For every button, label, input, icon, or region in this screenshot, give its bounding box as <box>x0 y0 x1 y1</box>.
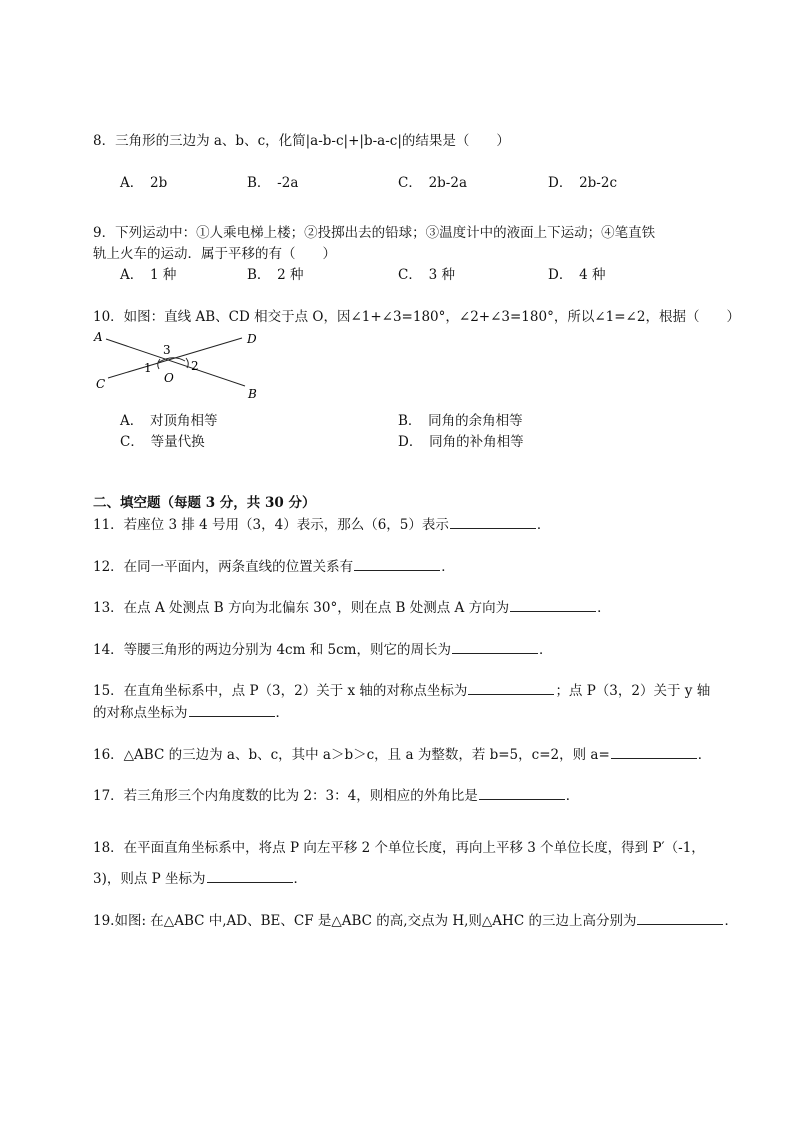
q8-option-c: C． 2b-2a <box>398 175 468 191</box>
q16-answer-blank[interactable] <box>611 744 697 759</box>
line-ab <box>106 339 245 386</box>
q11-end: ． <box>536 517 551 533</box>
q9-stem-line1: 9．下列运动中：①人乘电梯上楼；②投掷出去的铅球；③温度计中的液面上下运动；④笔直铁 <box>93 225 656 241</box>
q16-end: ． <box>697 747 712 763</box>
q18-end: ． <box>293 871 308 887</box>
label-d: D <box>247 332 257 346</box>
q15-answer-blank-2[interactable] <box>189 702 275 717</box>
q10-option-b: B． 同角的余角相等 <box>398 413 523 429</box>
q13-end: ． <box>597 600 611 616</box>
q10-option-c: C． 等量代换 <box>120 434 205 450</box>
q13 <box>93 596 611 616</box>
q12 <box>93 555 455 575</box>
q8-option-d: D． 2b-2c <box>548 175 618 191</box>
q10-option-d: D． 同角的补角相等 <box>398 434 524 450</box>
q15-answer-blank-1[interactable] <box>468 680 554 695</box>
q17-answer-blank[interactable] <box>479 785 565 800</box>
label-angle-2: 2 <box>191 359 199 373</box>
q19 <box>93 909 738 929</box>
q11-text: 11．若座位 3 排 4 号用（3，4）表示，那么（6，5）表示 <box>93 517 449 533</box>
q9-option-a: A． 1 种 <box>120 267 177 283</box>
q15-end: ． <box>275 705 289 721</box>
q9-option-d: D． 4 种 <box>548 267 606 283</box>
q14-text: 14．等腰三角形的两边分别为 4cm 和 5cm，则它的周长为 <box>93 642 451 658</box>
label-angle-1: 1 <box>144 361 152 375</box>
q18-answer-blank[interactable] <box>207 868 293 883</box>
q14-answer-blank[interactable] <box>452 639 538 654</box>
q19-text: 19.如图: 在△ABC 中,AD、BE、CF 是△ABC 的高,交点为 H,则△AHC 的三边上高分别为 <box>93 913 637 929</box>
q9-option-b: B． 2 种 <box>247 267 304 283</box>
angle-1-arc <box>158 359 160 369</box>
q12-answer-blank[interactable] <box>354 556 440 571</box>
intersecting-lines-figure <box>90 326 270 406</box>
section-heading: 二、填空题（每题 3 分，共 30 分） <box>93 495 316 511</box>
q19-end: ． <box>724 913 738 929</box>
q9-stem-line2: 轨上火车的运动．属于平移的有（ ） <box>93 246 336 262</box>
q13-text: 13．在点 A 处测点 B 方向为北偏东 30°，则在点 B 处测点 A 方向为 <box>93 600 510 616</box>
q15-line1 <box>93 679 710 699</box>
q17 <box>93 784 579 804</box>
q9-option-c: C． 3 种 <box>398 267 455 283</box>
q14-end: ． <box>538 642 553 658</box>
q8-option-a: A． 2b <box>120 175 168 191</box>
q14 <box>93 638 552 658</box>
q8-option-b: B． -2a <box>247 175 299 191</box>
q15-text-2: ；点 P（3，2）关于 y 轴 <box>555 683 711 699</box>
q12-text: 12．在同一平面内，两条直线的位置关系有 <box>93 559 354 575</box>
q18-line1: 18．在平面直角坐标系中，将点 P 向左平移 2 个单位长度，再向上平移 3 个单位长度，得到 P′（-1， <box>93 840 705 856</box>
q18-text: 3)，则点 P 坐标为 <box>93 871 206 887</box>
q8-stem: 8．三角形的三边为 a、b、c，化简|a-b-c|+|b-a-c|的结果是（ ） <box>93 133 510 149</box>
label-b: B <box>248 387 257 401</box>
q10-stem: 10．如图：直线 AB、CD 相交于点 O，因∠1+∠3=180°，∠2+∠3=180°，所以∠1=∠2，根据（ ） <box>93 309 740 325</box>
label-o: O <box>164 371 174 385</box>
q11 <box>93 513 550 533</box>
q19-answer-blank[interactable] <box>637 910 723 925</box>
q18-line2 <box>93 867 307 887</box>
q11-answer-blank[interactable] <box>450 514 536 529</box>
q15-text-1: 15．在直角坐标系中，点 P（3，2）关于 x 轴的对称点坐标为 <box>93 683 468 699</box>
q12-end: ． <box>441 559 455 575</box>
q17-text: 17．若三角形三个内角度数的比为 2：3：4，则相应的外角比是 <box>93 788 478 804</box>
q13-answer-blank[interactable] <box>510 597 596 612</box>
q17-end: ． <box>565 788 580 804</box>
label-angle-3: 3 <box>163 343 171 357</box>
q15-text-3: 的对称点坐标为 <box>93 705 188 721</box>
q10-option-a: A． 对顶角相等 <box>120 413 218 429</box>
q16 <box>93 743 711 763</box>
q15-line2 <box>93 701 289 721</box>
label-a: A <box>94 330 103 344</box>
label-c: C <box>96 377 106 391</box>
q16-text: 16．△ABC 的三边为 a、b、c，其中 a＞b＞c，且 a 为整数，若 b=5，c=2，则 a= <box>93 747 610 763</box>
